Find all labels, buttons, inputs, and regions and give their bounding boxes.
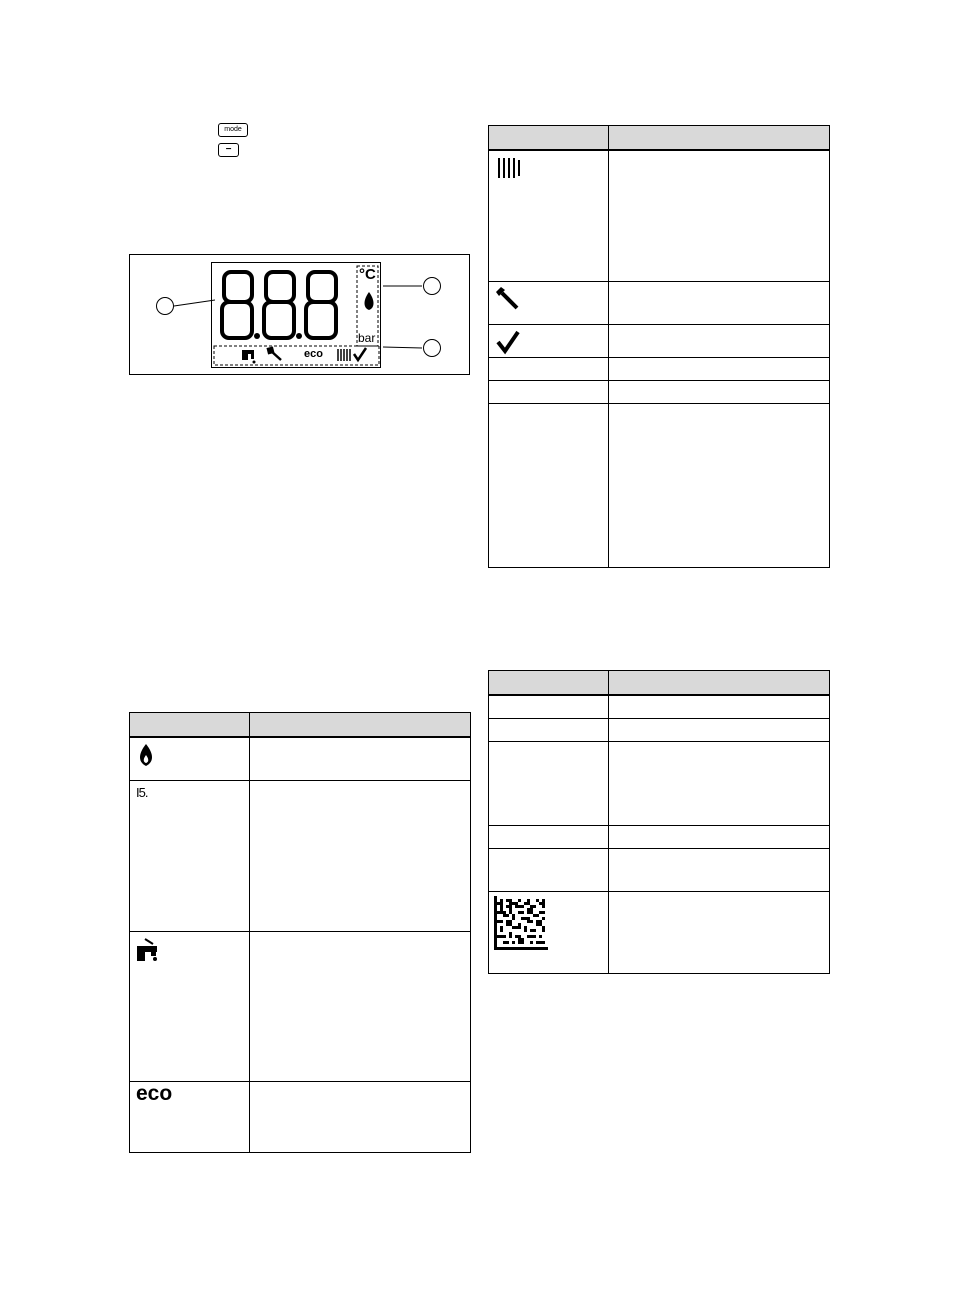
icon-cell: [489, 281, 609, 324]
table-row: [130, 931, 471, 1081]
description-cell: [250, 780, 471, 931]
mode-button[interactable]: [218, 123, 248, 137]
description-cell: [609, 718, 830, 741]
icon-cell: [489, 150, 609, 281]
icon-cell: [489, 403, 609, 567]
lcd-unit-top: °C: [359, 266, 376, 283]
eco-icon: eco: [136, 1081, 173, 1105]
table-header-row: [489, 126, 830, 151]
description-cell: [609, 150, 830, 281]
description-cell: [250, 931, 471, 1081]
icon-cell: [489, 695, 609, 718]
table-header-cell: [489, 671, 609, 696]
table-header-row: [130, 713, 471, 738]
callout-2: [423, 277, 441, 295]
table-header-row: [489, 671, 830, 696]
description-cell: [609, 891, 830, 973]
table-row: [489, 891, 830, 973]
table-row: [489, 324, 830, 357]
table-row: [489, 695, 830, 718]
table-row: [489, 741, 830, 825]
description-cell: [609, 281, 830, 324]
description-cell: [609, 825, 830, 848]
icon-cell: [130, 1081, 250, 1152]
table-row: [489, 825, 830, 848]
icon-cell: [489, 718, 609, 741]
radiator-icon: [495, 155, 521, 181]
lcd-eco-label: eco: [304, 348, 323, 360]
lcd-callout-lines: [129, 254, 470, 375]
table-header-cell: [609, 671, 830, 696]
icon-cell: [130, 737, 250, 780]
checkmark-icon: [495, 329, 521, 355]
description-cell: [609, 380, 830, 403]
icon-cell: [489, 380, 609, 403]
icon-cell: [130, 931, 250, 1081]
table-row: [489, 718, 830, 741]
description-cell: [609, 324, 830, 357]
table-row: [130, 780, 471, 931]
icon-cell: [489, 891, 609, 973]
icon-cell: [489, 825, 609, 848]
table-header-cell: [250, 713, 471, 738]
callout-3: [423, 339, 441, 357]
callout-1: [156, 297, 174, 315]
icon-cell: [130, 780, 250, 931]
table-header-cell: [130, 713, 250, 738]
description-cell: [250, 737, 471, 780]
icon-cell: [489, 324, 609, 357]
wrench-icon: [495, 286, 521, 312]
table-row: [130, 1081, 471, 1152]
lcd-unit-bottom: bar: [358, 331, 376, 345]
icon-cell: [489, 741, 609, 825]
table-row: [489, 380, 830, 403]
symbol-table-right-bottom: [488, 670, 830, 974]
tap-icon: [136, 936, 160, 962]
symbol-table-left: [129, 712, 471, 1153]
table-row: [489, 403, 830, 567]
symbol-table-right-top: [488, 125, 830, 568]
description-cell: [609, 741, 830, 825]
description-cell: [609, 357, 830, 380]
table-header-cell: [609, 126, 830, 151]
table-row: [489, 281, 830, 324]
icon-cell: [489, 848, 609, 891]
description-cell: [609, 848, 830, 891]
description-cell: [250, 1081, 471, 1152]
icon-cell: [489, 357, 609, 380]
minus-button[interactable]: [218, 143, 239, 157]
description-cell: [609, 695, 830, 718]
table-header-cell: [489, 126, 609, 151]
table-row: [489, 848, 830, 891]
table-row: [130, 737, 471, 780]
description-cell: [609, 403, 830, 567]
mode-button-label: mode: [224, 126, 242, 133]
table-row: [489, 150, 830, 281]
flame-icon: [136, 742, 156, 768]
temperature-display-icon: I5.: [136, 784, 148, 800]
minus-button-label: −: [225, 144, 232, 155]
datamatrix-code-icon: [494, 896, 548, 950]
table-row: [489, 357, 830, 380]
